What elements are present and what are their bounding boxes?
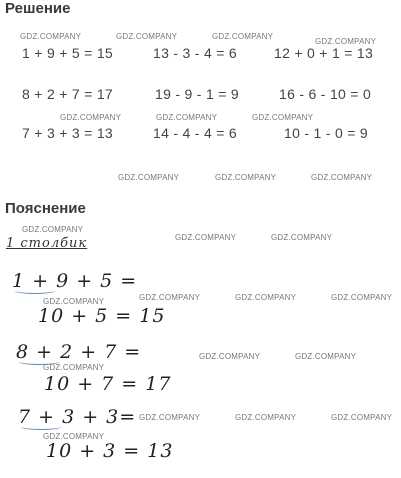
watermark: GDZ.COMPANY bbox=[43, 297, 105, 306]
watermark: GDZ.COMPANY bbox=[271, 233, 333, 242]
watermark: GDZ.COMPANY bbox=[43, 432, 105, 441]
step-2-result: 10 + 7 = 17 bbox=[44, 373, 172, 395]
watermark: GDZ.COMPANY bbox=[43, 363, 105, 372]
equation-r3c2: 14 - 4 - 4 = 6 bbox=[153, 125, 237, 141]
watermark: GDZ.COMPANY bbox=[252, 113, 314, 122]
watermark: GDZ.COMPANY bbox=[235, 293, 297, 302]
watermark: GDZ.COMPANY bbox=[139, 293, 201, 302]
watermark: GDZ.COMPANY bbox=[215, 173, 277, 182]
equation-r2c1: 8 + 2 + 7 = 17 bbox=[22, 86, 113, 102]
step-3-result: 10 + 3 = 13 bbox=[46, 440, 174, 462]
equation-r3c3: 10 - 1 - 0 = 9 bbox=[284, 125, 368, 141]
step-1-result: 10 + 5 = 15 bbox=[38, 305, 166, 327]
watermark: GDZ.COMPANY bbox=[311, 173, 373, 182]
watermark: GDZ.COMPANY bbox=[20, 32, 82, 41]
watermark: GDZ.COMPANY bbox=[22, 225, 84, 234]
watermark: GDZ.COMPANY bbox=[315, 37, 377, 46]
equation-r2c3: 16 - 6 - 10 = 0 bbox=[279, 86, 372, 102]
equation-r3c1: 7 + 3 + 3 = 13 bbox=[22, 125, 113, 141]
pair-underline bbox=[14, 287, 56, 294]
step-1-expression: 1 + 9 + 5 = bbox=[12, 270, 138, 292]
step-3-expression: 7 + 3 + 3= bbox=[18, 406, 137, 428]
watermark: GDZ.COMPANY bbox=[235, 413, 297, 422]
watermark: GDZ.COMPANY bbox=[199, 352, 261, 361]
equation-r1c1: 1 + 9 + 5 = 15 bbox=[22, 45, 113, 61]
equation-r2c2: 19 - 9 - 1 = 9 bbox=[155, 86, 239, 102]
watermark: GDZ.COMPANY bbox=[156, 113, 218, 122]
equation-r1c2: 13 - 3 - 4 = 6 bbox=[153, 45, 237, 61]
watermark: GDZ.COMPANY bbox=[175, 233, 237, 242]
watermark: GDZ.COMPANY bbox=[331, 293, 393, 302]
step-2-expression: 8 + 2 + 7 = bbox=[16, 341, 142, 363]
watermark: GDZ.COMPANY bbox=[212, 32, 274, 41]
watermark: GDZ.COMPANY bbox=[331, 413, 393, 422]
watermark: GDZ.COMPANY bbox=[116, 32, 178, 41]
column-label: 1 столбик bbox=[6, 236, 88, 251]
watermark: GDZ.COMPANY bbox=[139, 413, 201, 422]
explanation-heading: Пояснение bbox=[5, 200, 86, 217]
watermark: GDZ.COMPANY bbox=[118, 173, 180, 182]
equation-r1c3: 12 + 0 + 1 = 13 bbox=[274, 45, 374, 61]
watermark: GDZ.COMPANY bbox=[60, 113, 122, 122]
solution-heading: Решение bbox=[5, 0, 71, 17]
pair-underline bbox=[20, 423, 62, 430]
watermark: GDZ.COMPANY bbox=[295, 352, 357, 361]
